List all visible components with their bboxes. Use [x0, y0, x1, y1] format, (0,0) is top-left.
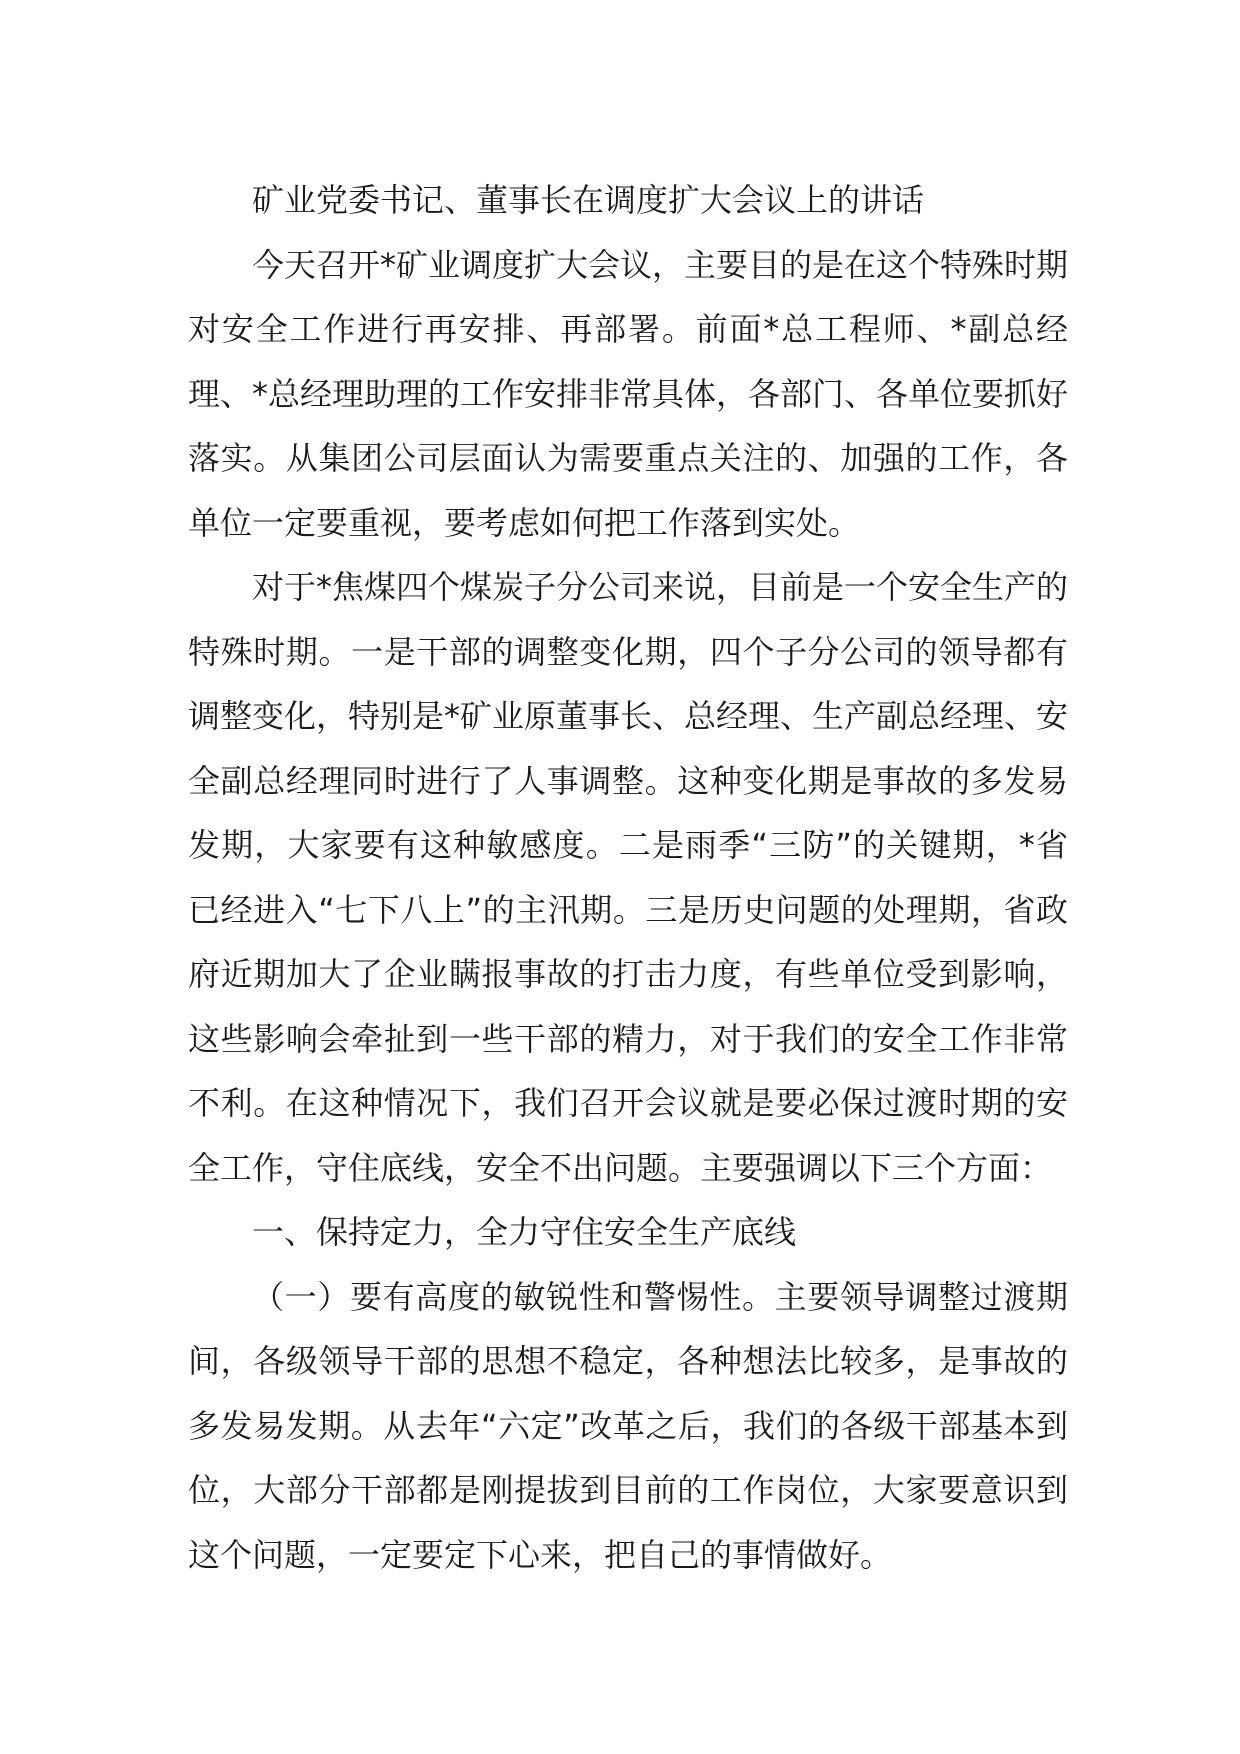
paragraph-opening: 今天召开*矿业调度扩大会议，主要目的是在这个特殊时期对安全工作进行再安排、再部署。前面*总工程师、*副总经理、*总经理助理的工作安排非常具体，各部门、各单位要抓好落实。从集团公司层面认为需要重点关注的、加强的工作，各单位一定要重视，要考虑如何把工作落到实处。 — [188, 245, 1069, 542]
document-body — [188, 168, 1068, 1587]
paragraph-special-period: 对于*焦煤四个煤炭子分公司来说，目前是一个安全生产的特殊时期。一是干部的调整变化期，四个子分公司的领导都有调整变化，特别是*矿业原董事长、总经理、生产副总经理、安全副总经理同时进行了人事调整。这种变化期是事故的多发易发期，大家要有这种敏感度。二是雨季“三防”的关键期，*省已经进入“七下八上”的主汛期。三是历史问题的处理期，省政府近期加大了企业瞒报事故的打击力度，有些单位受到影响，这些影响会牵扯到一些干部的精力，对于我们的安全工作非常不利。在这种情况下，我们召开会议就是要必保过渡时期的安全工作，守住底线，安全不出问题。主要强调以下三个方面： — [188, 568, 1069, 1187]
section-heading-1: 一、保持定力，全力守住安全生产底线 — [252, 1213, 797, 1251]
document-title: 矿业党委书记、董事长在调度扩大会议上的讲话 — [252, 181, 925, 219]
paragraph-subsection-1: （一）要有高度的敏锐性和警惕性。主要领导调整过渡期间，各级领导干部的思想不稳定，各种想法比较多，是事故的多发易发期。从去年“六定”改革之后，我们的各级干部基本到位，大部分干部都是刚提拔到目前的工作岗位，大家要意识到这个问题，一定要定下心来，把自己的事情做好。 — [188, 1277, 1068, 1574]
